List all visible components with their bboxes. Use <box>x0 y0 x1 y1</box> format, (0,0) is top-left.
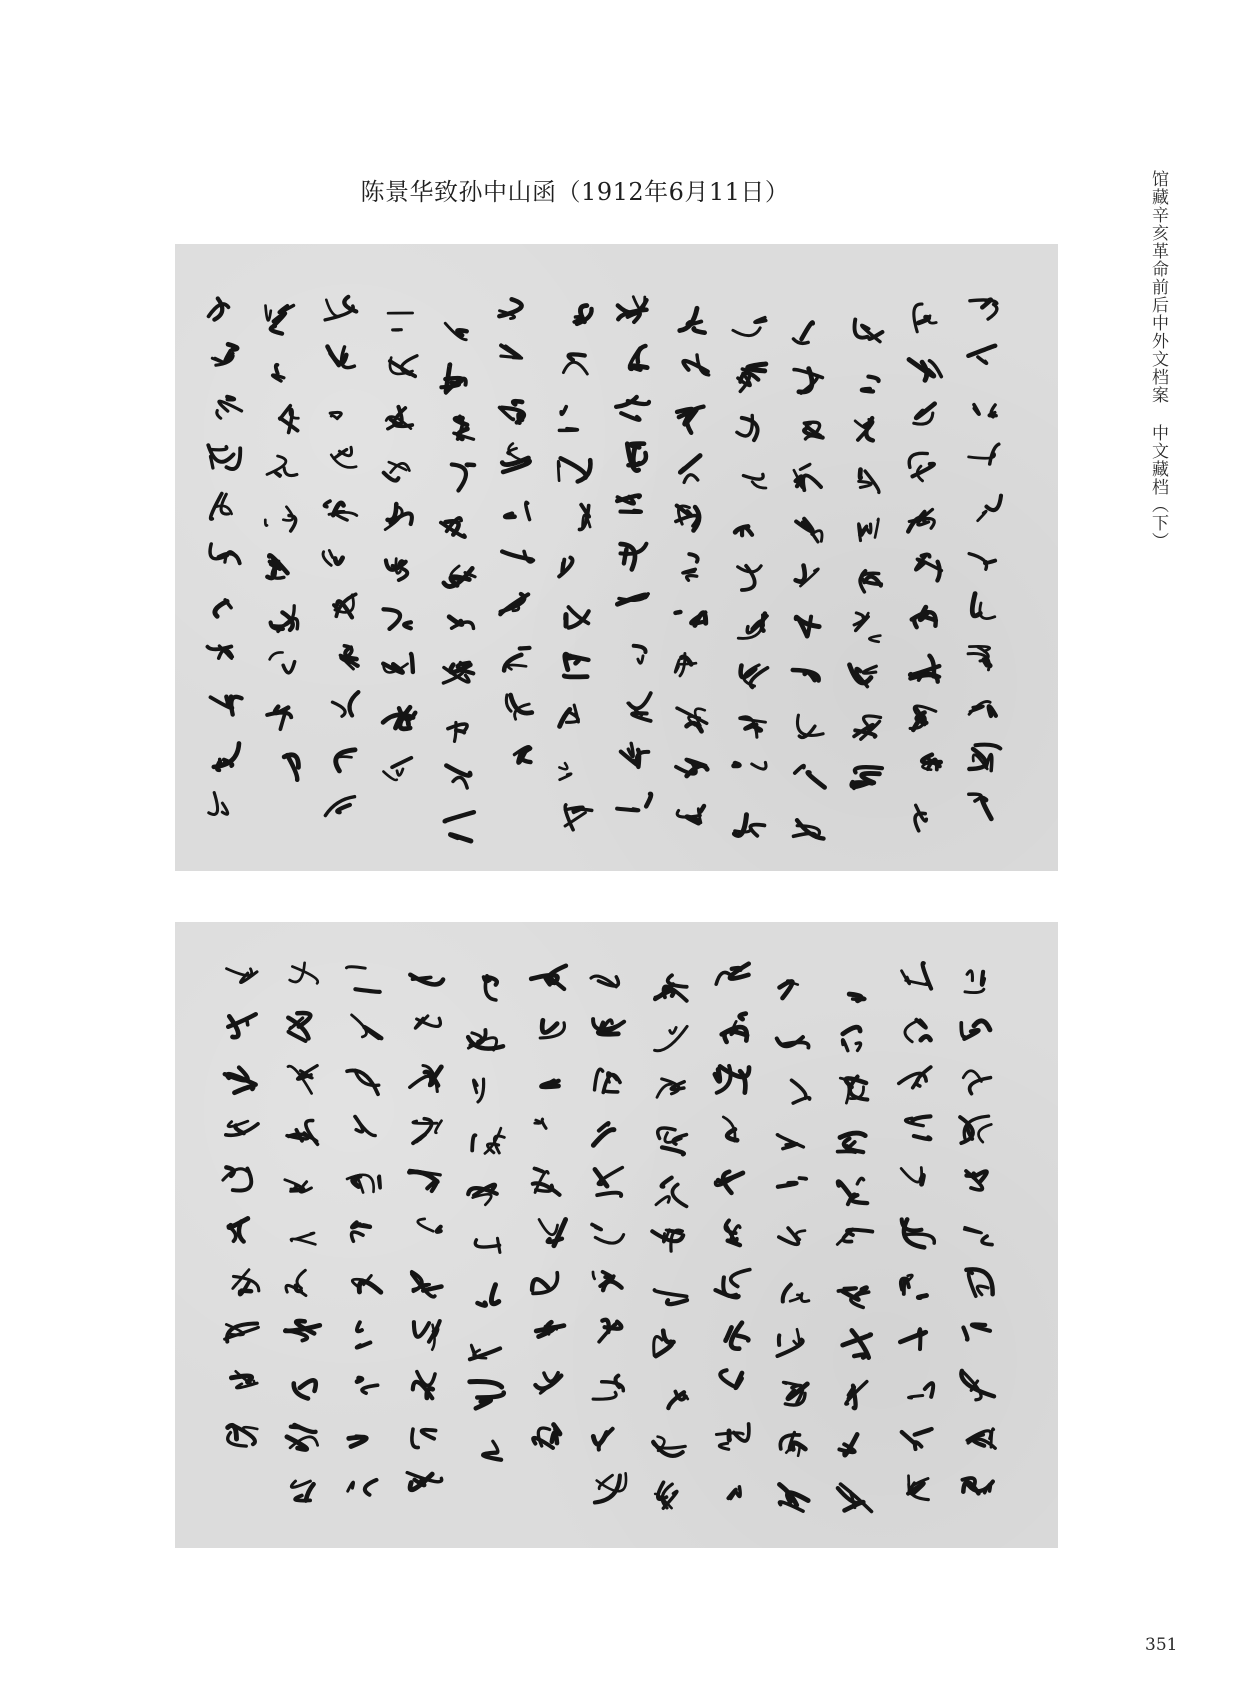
handwritten-glyph <box>383 707 415 729</box>
handwritten-glyph <box>355 1117 375 1136</box>
handwritten-glyph <box>384 609 411 629</box>
handwritten-glyph <box>970 300 997 320</box>
handwritten-glyph <box>483 1441 501 1460</box>
handwritten-glyph <box>215 600 231 617</box>
handwritten-glyph <box>592 1225 624 1244</box>
handwritten-glyph <box>228 1014 256 1037</box>
handwritten-glyph <box>531 966 566 989</box>
handwritten-glyph <box>922 755 940 770</box>
handwritten-glyph <box>618 297 647 322</box>
handwritten-glyph <box>849 994 864 1001</box>
handwritten-glyph <box>677 407 703 433</box>
handwritten-glyph <box>728 1487 740 1499</box>
handwritten-glyph <box>475 1238 500 1252</box>
running-head-book-title: 馆藏辛亥革命前后中外文档案 <box>1148 170 1168 404</box>
handwritten-glyph <box>777 1135 803 1149</box>
handwritten-glyph <box>265 507 295 531</box>
handwritten-glyph <box>504 648 529 671</box>
handwritten-glyph <box>837 1229 872 1244</box>
handwritten-glyph <box>208 445 240 469</box>
handwritten-glyph <box>444 566 475 587</box>
handwritten-glyph <box>965 971 984 993</box>
handwritten-glyph <box>655 1026 688 1050</box>
handwritten-glyph <box>969 701 996 715</box>
handwritten-glyph <box>914 404 935 424</box>
handwritten-glyph <box>716 1270 750 1298</box>
handwritten-glyph <box>409 1170 440 1191</box>
handwritten-glyph <box>723 1117 737 1141</box>
handwritten-glyph <box>963 1324 990 1339</box>
handwritten-glyph <box>273 365 284 381</box>
handwritten-glyph <box>226 1121 258 1135</box>
handwritten-glyph <box>290 963 318 984</box>
handwritten-glyph <box>383 758 411 780</box>
handwritten-glyph <box>559 407 577 431</box>
handwritten-glyph <box>390 356 417 377</box>
handwritten-glyph <box>794 369 822 394</box>
handwritten-glyph <box>716 964 749 985</box>
handwritten-glyph <box>357 1322 371 1347</box>
handwritten-glyph <box>838 1178 867 1204</box>
handwritten-glyph <box>267 456 297 476</box>
handwritten-glyph <box>792 1080 810 1103</box>
handwritten-glyph <box>514 747 530 763</box>
handwritten-glyph <box>211 494 232 520</box>
handwritten-glyph <box>908 509 934 531</box>
handwritten-glyph <box>454 416 474 439</box>
handwritten-glyph <box>783 1285 809 1302</box>
handwritten-glyph <box>969 745 1000 771</box>
handwritten-glyph <box>910 706 936 730</box>
running-head <box>1141 170 1171 550</box>
handwritten-glyph <box>725 1220 740 1245</box>
handwritten-glyph <box>267 555 287 578</box>
page-number: 351 <box>1145 1635 1178 1655</box>
handwritten-glyph <box>969 554 995 570</box>
handwritten-glyph <box>284 755 298 780</box>
handwritten-glyph <box>449 617 473 629</box>
handwritten-glyph <box>656 1178 687 1207</box>
handwritten-glyph <box>735 527 752 536</box>
handwritten-glyph <box>795 766 825 788</box>
handwritten-glyph <box>474 1079 484 1102</box>
handwritten-glyph <box>291 1481 313 1501</box>
handwritten-glyph <box>777 1329 802 1356</box>
handwritten-glyph <box>384 462 410 480</box>
handwritten-glyph <box>676 612 706 625</box>
handwritten-glyph <box>961 1371 994 1400</box>
handwritten-glyph <box>334 594 356 617</box>
handwritten-glyph <box>214 743 239 770</box>
handwritten-glyph <box>915 805 926 831</box>
manuscript-image-page-2 <box>175 922 1058 1548</box>
handwritten-glyph <box>212 344 237 365</box>
handwritten-glyph <box>914 304 936 332</box>
handwritten-glyph <box>852 767 882 788</box>
handwritten-glyph <box>668 1392 687 1409</box>
handwritten-glyph <box>905 1020 930 1042</box>
handwritten-glyph <box>961 1021 990 1039</box>
handwritten-glyph <box>532 1273 557 1294</box>
handwritten-glyph <box>499 299 521 318</box>
handwritten-glyph <box>838 1484 872 1511</box>
handwritten-glyph <box>677 708 707 731</box>
handwritten-glyph <box>900 1329 925 1349</box>
handwritten-glyph <box>540 1020 564 1038</box>
handwritten-glyph <box>843 1330 871 1357</box>
manuscript-image-page-1 <box>175 244 1058 871</box>
handwritten-glyph <box>859 519 879 541</box>
handwritten-glyph <box>722 1014 747 1042</box>
handwritten-glyph <box>738 614 767 639</box>
handwritten-glyph <box>294 1380 316 1398</box>
handwritten-glyph <box>617 794 651 810</box>
handwritten-glyph <box>325 797 354 816</box>
handwritten-glyph <box>415 1016 440 1028</box>
handwritten-glyph <box>271 606 298 632</box>
handwritten-glyph <box>621 544 647 570</box>
handwritten-glyph <box>267 707 291 729</box>
handwritten-glyph <box>716 1424 748 1449</box>
handwritten-glyph <box>716 1172 743 1193</box>
handwritten-glyph <box>675 653 696 676</box>
handwritten-glyph <box>441 518 465 537</box>
handwritten-glyph <box>566 607 589 628</box>
handwritten-glyph <box>270 652 295 672</box>
handwritten-glyph <box>737 415 758 440</box>
handwritten-glyph <box>909 453 934 480</box>
handwritten-glyph <box>680 308 705 332</box>
handwritten-glyph <box>535 1373 561 1394</box>
handwritten-glyph <box>564 654 588 677</box>
handwritten-glyph <box>559 558 572 577</box>
handwritten-glyph <box>797 715 823 737</box>
handwritten-glyph <box>533 1169 560 1195</box>
handwritten-glyph <box>621 743 649 767</box>
handwritten-glyph <box>655 975 687 1001</box>
handwritten-glyph <box>627 444 646 471</box>
handwritten-glyph <box>616 397 649 420</box>
handwritten-glyph <box>323 550 343 565</box>
handwritten-glyph <box>978 496 1001 521</box>
handwritten-glyph <box>383 654 413 673</box>
handwritten-glyph <box>286 1270 306 1295</box>
handwritten-glyph <box>793 670 819 681</box>
handwritten-glyph <box>410 975 443 985</box>
handwritten-glyph <box>208 646 233 658</box>
handwritten-glyph <box>902 1219 935 1247</box>
handwritten-glyph <box>266 306 294 334</box>
handwritten-glyph <box>839 1434 857 1455</box>
handwritten-glyph <box>352 1275 380 1292</box>
handwritten-glyph <box>740 717 766 737</box>
handwritten-glyph <box>969 794 992 819</box>
handwritten-glyph <box>560 705 579 726</box>
handwritten-glyph <box>850 665 877 687</box>
handwritten-glyph <box>580 505 591 530</box>
handwritten-glyph <box>533 1425 560 1448</box>
handwritten-glyph <box>967 1429 995 1448</box>
handwritten-glyph <box>228 1219 247 1242</box>
handwritten-glyph <box>846 1382 867 1409</box>
handwritten-glyph <box>916 555 942 581</box>
handwritten-glyph <box>901 1168 923 1185</box>
handwritten-glyph <box>912 607 936 627</box>
handwritten-glyph <box>414 1321 440 1350</box>
handwritten-glyph <box>285 1180 312 1192</box>
handwritten-glyph <box>542 1081 559 1087</box>
handwritten-glyph <box>410 1066 442 1092</box>
handwritten-glyph <box>855 320 883 342</box>
handwritten-glyph <box>470 1345 500 1359</box>
handwriting-page-1 <box>175 244 1058 871</box>
handwritten-glyph <box>966 1171 987 1190</box>
handwritten-glyph <box>794 464 821 490</box>
handwritten-glyph <box>330 412 341 418</box>
handwritten-glyph <box>413 1119 442 1144</box>
handwritten-glyph <box>859 470 879 493</box>
handwritten-glyph <box>908 1383 933 1398</box>
handwritten-glyph <box>348 1480 377 1495</box>
handwritten-glyph <box>657 1079 684 1097</box>
handwritten-glyph <box>225 1324 259 1342</box>
handwritten-glyph <box>962 1478 993 1493</box>
handwritten-glyph <box>472 1128 504 1153</box>
handwritten-glyph <box>654 1331 674 1356</box>
page-title: 陈景华致孙中山函（1912年6月11日） <box>360 178 790 206</box>
handwritten-glyph <box>796 519 822 542</box>
handwritten-glyph <box>452 465 474 491</box>
handwritten-glyph <box>733 318 766 336</box>
handwritten-glyph <box>796 617 819 637</box>
handwritten-glyph <box>972 594 995 619</box>
handwritten-glyph <box>413 1372 435 1399</box>
handwritten-glyph <box>340 646 358 669</box>
handwritten-glyph <box>777 1037 809 1048</box>
handwritten-glyph <box>291 1233 315 1244</box>
handwritten-glyph <box>783 1382 807 1405</box>
handwritten-glyph <box>502 444 529 473</box>
handwritten-glyph <box>628 693 651 721</box>
handwritten-glyph <box>779 1484 808 1511</box>
handwritten-glyph <box>386 559 407 580</box>
handwritten-glyph <box>780 1432 805 1455</box>
handwritten-glyph <box>468 1185 497 1205</box>
handwritten-glyph <box>335 750 355 771</box>
handwritten-glyph <box>484 976 497 1000</box>
handwritten-glyph <box>441 365 465 393</box>
handwritten-glyph <box>796 566 819 587</box>
handwritten-glyph <box>593 1123 614 1145</box>
handwritten-glyph <box>974 405 996 417</box>
handwritten-glyph <box>505 502 529 519</box>
handwritten-glyph <box>565 805 592 830</box>
handwritten-glyph <box>910 656 939 682</box>
handwritten-glyph <box>593 1019 624 1034</box>
handwritten-glyph <box>385 504 412 529</box>
handwritten-glyph <box>280 406 299 433</box>
handwritten-glyph <box>969 444 999 464</box>
handwritten-glyph <box>352 1015 382 1038</box>
handwritten-glyph <box>501 345 522 358</box>
handwritten-glyph <box>683 355 708 375</box>
handwritten-glyph <box>899 1067 931 1088</box>
handwritten-glyph <box>285 1321 320 1341</box>
handwritten-glyph <box>654 1290 687 1304</box>
handwritten-glyph <box>324 501 356 520</box>
handwritten-glyph <box>838 1133 866 1152</box>
handwritten-glyph <box>652 1230 683 1252</box>
handwritten-glyph <box>506 695 531 719</box>
handwritten-glyph <box>288 1013 310 1041</box>
handwritten-glyph <box>211 697 242 715</box>
handwritten-glyph <box>558 458 590 481</box>
handwritten-glyph <box>862 377 879 392</box>
handwritten-glyph <box>741 665 768 688</box>
handwritten-glyph <box>287 1425 318 1450</box>
handwritten-glyph <box>478 1285 499 1306</box>
handwritten-glyph <box>209 299 229 320</box>
handwritten-glyph <box>780 981 798 999</box>
handwritten-glyph <box>726 1323 749 1349</box>
handwritten-glyph <box>446 766 470 789</box>
handwritten-glyph <box>209 793 228 815</box>
handwritten-glyph <box>500 594 528 614</box>
handwritten-glyph <box>680 456 700 483</box>
handwritten-glyph <box>347 1070 379 1094</box>
handwritten-glyph <box>445 812 474 841</box>
handwritten-glyph <box>574 306 591 324</box>
handwritten-glyph <box>563 354 587 374</box>
handwritten-glyph <box>591 976 618 987</box>
handwritten-glyph <box>332 692 358 716</box>
handwritten-glyph <box>738 364 766 391</box>
handwritten-glyph <box>448 723 467 742</box>
handwritten-glyph <box>470 1382 504 1409</box>
handwritten-glyph <box>536 1322 564 1336</box>
handwritten-glyph <box>539 1220 566 1246</box>
handwritten-glyph <box>502 551 533 561</box>
handwritten-glyph <box>630 346 648 370</box>
handwritten-glyph <box>412 1429 436 1447</box>
handwritten-glyph <box>966 1269 992 1296</box>
handwritten-glyph <box>349 1436 366 1447</box>
handwritten-glyph <box>905 1116 930 1139</box>
handwritten-glyph <box>288 1066 317 1094</box>
handwritten-glyph <box>559 763 571 780</box>
handwritten-glyph <box>599 1320 621 1342</box>
handwritten-glyph <box>445 323 466 339</box>
handwritten-glyph <box>964 1227 992 1244</box>
handwritten-glyph <box>328 347 355 368</box>
handwritten-glyph <box>738 566 761 590</box>
handwritten-glyph <box>593 1429 612 1450</box>
handwritten-glyph <box>804 422 823 439</box>
handwritten-glyph <box>838 1288 868 1308</box>
handwritten-glyph <box>901 1275 927 1298</box>
handwritten-glyph <box>223 1167 251 1190</box>
handwritten-glyph <box>443 663 473 683</box>
handwritten-glyph <box>468 1030 503 1050</box>
handwritten-glyph <box>840 1077 867 1104</box>
handwritten-glyph <box>347 967 380 992</box>
handwritten-glyph <box>617 495 641 512</box>
handwritten-glyph <box>653 1437 686 1456</box>
handwritten-glyph <box>902 963 932 989</box>
handwritten-glyph <box>618 594 649 604</box>
handwritten-glyph <box>595 1473 626 1502</box>
handwritten-glyph <box>228 1425 258 1446</box>
handwritten-glyph <box>386 407 412 429</box>
handwritten-glyph <box>357 1378 378 1393</box>
handwritten-glyph <box>676 760 707 776</box>
handwritten-glyph <box>843 1027 861 1051</box>
handwritten-glyph <box>860 571 881 592</box>
handwritten-glyph <box>658 1128 687 1154</box>
handwritten-glyph <box>500 401 524 423</box>
handwritten-glyph <box>412 1272 442 1297</box>
handwritten-glyph <box>683 554 698 580</box>
handwritten-glyph <box>225 1068 256 1093</box>
running-head-section: 中文藏档（下） <box>1148 424 1168 550</box>
handwritten-glyph <box>677 806 704 823</box>
handwritten-glyph <box>325 297 356 320</box>
handwritten-glyph <box>388 313 413 330</box>
handwritten-glyph <box>676 506 699 531</box>
handwritten-glyph <box>778 1178 806 1187</box>
handwritten-glyph <box>902 1429 932 1449</box>
handwritten-glyph <box>909 360 941 381</box>
handwritten-glyph <box>634 646 646 663</box>
handwritten-glyph <box>347 1175 380 1193</box>
handwritten-glyph <box>743 474 766 488</box>
handwritten-glyph <box>418 1219 441 1232</box>
handwritten-glyph <box>352 1222 370 1241</box>
handwritten-glyph <box>855 418 873 440</box>
handwritten-glyph <box>715 1066 749 1093</box>
handwritten-glyph <box>734 762 766 769</box>
handwritten-glyph <box>535 1119 546 1128</box>
handwritten-glyph <box>968 646 990 669</box>
handwritten-glyph <box>794 820 824 838</box>
handwritten-glyph <box>210 544 240 563</box>
handwritten-glyph <box>593 1272 622 1290</box>
handwritten-glyph <box>793 322 812 343</box>
handwritten-glyph <box>854 716 881 739</box>
handwritten-glyph <box>407 1473 441 1490</box>
handwritten-glyph <box>908 1476 928 1500</box>
handwritten-glyph <box>331 447 356 467</box>
handwritten-glyph <box>655 1482 677 1508</box>
handwritten-glyph <box>231 1371 257 1388</box>
handwriting-page-2 <box>175 922 1058 1548</box>
handwritten-glyph <box>960 1116 991 1143</box>
handwritten-glyph <box>233 1270 259 1295</box>
handwritten-glyph <box>217 397 242 419</box>
handwritten-glyph <box>720 1370 742 1388</box>
handwritten-glyph <box>779 1228 805 1244</box>
handwritten-glyph <box>287 1120 318 1144</box>
handwritten-glyph <box>595 1168 623 1197</box>
handwritten-glyph <box>595 1069 621 1092</box>
handwritten-glyph <box>593 1376 623 1400</box>
handwritten-glyph <box>227 969 258 983</box>
handwritten-glyph <box>968 346 995 364</box>
handwritten-glyph <box>963 1071 990 1094</box>
handwritten-glyph <box>734 815 764 836</box>
handwritten-glyph <box>854 613 880 642</box>
